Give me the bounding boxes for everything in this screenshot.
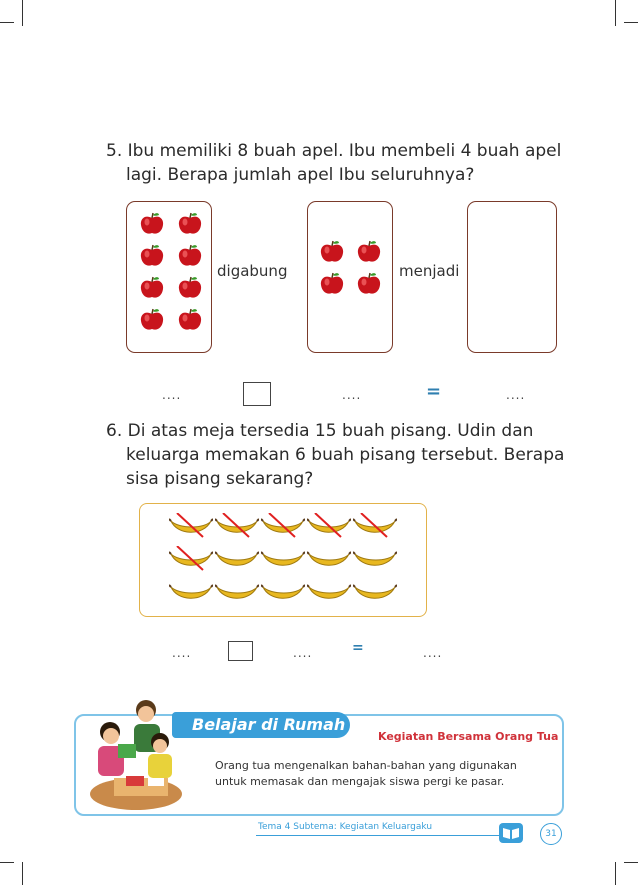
crop-mark [624,862,638,863]
banana-crossed-icon [307,513,351,539]
apple-icon [319,272,345,296]
banana-crossed-icon [353,513,397,539]
apple-icon [356,240,382,264]
banana-crossed-icon [169,513,213,539]
home-study-subtitle: Kegiatan Bersama Orang Tua [378,730,559,743]
answer-box[interactable] [467,201,557,353]
footer-theme-text: Tema 4 Subtema: Kegiatan Keluargaku [258,822,433,832]
banana-icon [215,579,259,605]
banana-icon [261,579,305,605]
q5-blank-2[interactable]: .... [342,388,362,402]
banana-icon [307,579,351,605]
apple-icon [177,212,203,236]
home-study-description [215,758,545,790]
crop-mark [615,862,616,885]
question-5-line1: 5. Ibu memiliki 8 buah apel. Ibu membeli 4 buah apel [106,141,562,161]
q6-blank-3[interactable]: .... [423,646,443,660]
apple-icon [139,308,165,332]
banana-icon [307,546,351,572]
book-icon [499,823,523,843]
q6-equals: = [352,640,364,656]
banana-icon [353,546,397,572]
banana-crossed-icon [169,546,213,572]
footer-line [256,835,506,836]
crop-mark [22,0,23,26]
banana-icon [261,546,305,572]
banana-icon [215,546,259,572]
crop-mark [0,862,14,863]
q5-operator-box[interactable] [243,382,271,406]
apple-icon [139,212,165,236]
home-desc-line1: Orang tua mengenalkan bahan-bahan yang digunakan [215,759,517,772]
q6-operator-box[interactable] [228,641,253,661]
crop-mark [22,862,23,885]
question-6-line2: keluarga memakan 6 buah pisang tersebut. Berapa [126,445,565,465]
question-6-line1: 6. Di atas meja tersedia 15 buah pisang. Udin dan [106,421,534,441]
q5-equals: = [426,381,442,402]
apple-icon [139,276,165,300]
crop-mark [624,22,638,23]
q6-blank-2[interactable]: .... [293,646,313,660]
q5-blank-3[interactable]: .... [506,388,526,402]
home-study-title: Belajar di Rumah [172,712,350,738]
apple-icon [177,244,203,268]
apple-icon [319,240,345,264]
apple-icon [356,272,382,296]
question-5-line2: lagi. Berapa jumlah apel Ibu seluruhnya? [126,165,475,185]
crop-mark [0,22,14,23]
question-5-text [106,139,576,187]
q6-blank-1[interactable]: .... [172,646,192,660]
banana-crossed-icon [261,513,305,539]
banana-icon [169,579,213,605]
page-number: 31 [540,823,562,845]
home-desc-line2: untuk memasak dan mengajak siswa pergi ke pasar. [215,775,505,788]
question-6-text [106,419,576,491]
banana-crossed-icon [215,513,259,539]
digabung-label: digabung [217,262,288,280]
banana-icon [353,579,397,605]
apple-icon [177,308,203,332]
question-6-line3: sisa pisang sekarang? [126,469,314,489]
crop-mark [615,0,616,26]
apple-icon [139,244,165,268]
apple-icon [177,276,203,300]
q5-blank-1[interactable]: .... [162,388,182,402]
menjadi-label: menjadi [399,262,460,280]
